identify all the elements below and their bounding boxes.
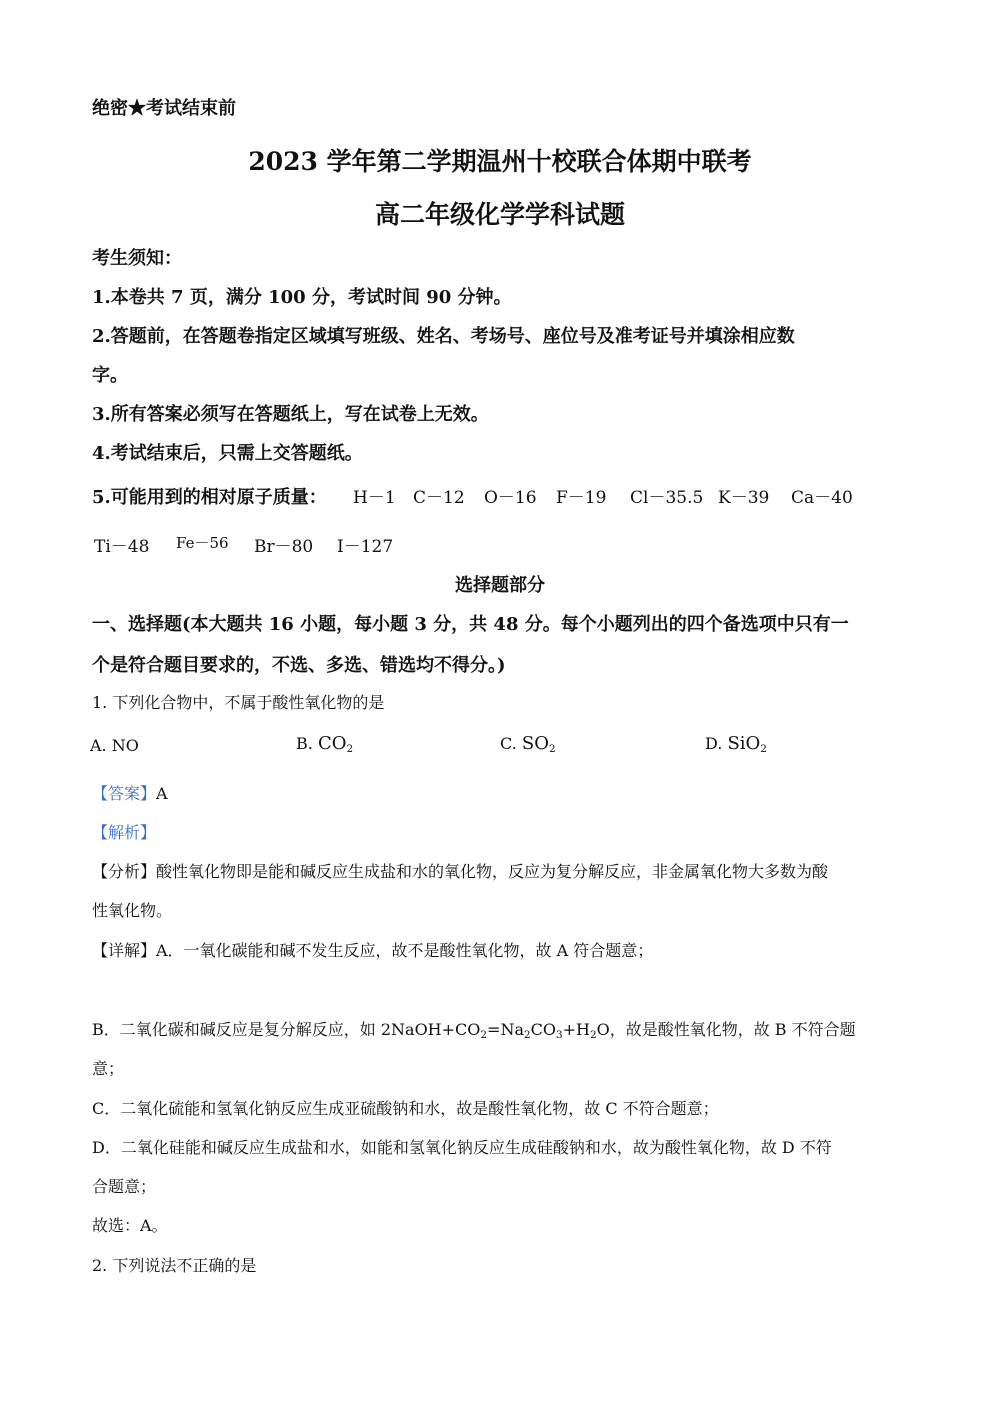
detail-b-cont: 意；: [92, 1059, 125, 1078]
option-d-formula: SiO: [727, 733, 761, 754]
mass-h: H－1: [353, 488, 396, 508]
detail-b-text: =Na: [487, 1020, 524, 1039]
detail-b-text: +H: [562, 1020, 590, 1039]
detail-b-sub: 2: [589, 1029, 597, 1042]
option-c-label: C.: [500, 734, 517, 753]
option-b-label: B.: [296, 734, 313, 753]
notice-item-3: 3.所有答案必须写在答题纸上，写在试卷上无效。: [92, 404, 489, 425]
notice-item-5-label: 5.可能用到的相对原子质量：: [92, 487, 327, 508]
mass-o: O－16: [484, 488, 537, 508]
detail-b-sub: 2: [480, 1029, 488, 1042]
confidential-label: 绝密★考试结束前: [92, 98, 236, 119]
detail-b-text: O，故是酸性氧化物，故 B 不符合题: [596, 1020, 856, 1039]
question-2-stem: 2. 下列说法不正确的是: [92, 1256, 257, 1275]
option-c-subscript: 2: [548, 743, 556, 756]
analysis-tag: 【解析】: [92, 823, 157, 842]
answer-tag: 【答案】: [92, 784, 157, 803]
part1-instructions: 一、选择题(本大题共 16 小题，每小题 3 分，共 48 分。每个小题列出的四个备选项中只有一: [92, 614, 849, 635]
detail-a: 【详解】A．一氧化碳能和碱不发生反应，故不是酸性氧化物，故 A 符合题意；: [92, 941, 654, 960]
option-d: [705, 733, 767, 755]
notice-item-4: 4.考试结束后，只需上交答题纸。: [92, 443, 363, 464]
option-a: A. NO: [90, 736, 139, 755]
detail-c: C．二氧化硫能和氢氧化钠反应生成亚硫酸钠和水，故是酸性氧化物，故 C 不符合题意；: [92, 1099, 719, 1118]
detail-b-text: B．二氧化碳和碱反应是复分解反应，如 2NaOH+CO: [92, 1020, 481, 1039]
mass-cl: Cl－35.5: [630, 488, 704, 508]
detail-b: [92, 1017, 856, 1041]
option-c-formula: SO: [521, 733, 549, 754]
answer-value: A: [156, 784, 168, 803]
detail-d: D．二氧化硅能和碱反应生成盐和水，如能和氢氧化钠反应生成硅酸钠和水，故为酸性氧化物，故 D 不符: [92, 1138, 832, 1157]
option-d-subscript: 2: [760, 743, 767, 756]
option-c: [500, 733, 556, 755]
fenxi-text: 【分析】酸性氧化物即是能和碱反应生成盐和水的氧化物，反应为复分解反应，非金属氧化物大多数为酸: [92, 862, 829, 881]
mass-i: I－127: [337, 537, 394, 557]
option-d-label: D.: [705, 734, 723, 753]
detail-b-text: CO: [530, 1020, 556, 1039]
exam-subtitle: 高二年级化学学科试题: [374, 200, 625, 229]
conclusion: 故选：A。: [92, 1216, 168, 1235]
notice-item-2-cont: 字。: [92, 365, 128, 386]
answer-line: [92, 781, 168, 804]
part1-instructions-cont: 个是符合题目要求的，不选、多选、错选均不得分。): [92, 655, 506, 676]
option-b-formula: CO: [317, 733, 347, 754]
detail-b-sub: 2: [523, 1029, 531, 1042]
mass-br: Br－80: [254, 537, 314, 557]
option-b-subscript: 2: [346, 743, 354, 756]
mass-k: K－39: [718, 488, 770, 508]
notice-item-1: 1.本卷共 7 页，满分 100 分，考试时间 90 分钟。: [92, 287, 512, 308]
mass-ti: Ti－48: [94, 537, 150, 557]
mass-fe: Fe－56: [176, 534, 229, 552]
exam-title: 2023 学年第二学期温州十校联合体期中联考: [248, 147, 752, 176]
mass-ca: Ca－40: [791, 488, 853, 508]
detail-d-cont: 合题意；: [92, 1177, 157, 1196]
option-b: [296, 733, 353, 755]
notice-item-2: 2.答题前，在答题卷指定区域填写班级、姓名、考场号、座位号及准考证号并填涂相应数: [92, 326, 795, 347]
mass-c: C－12: [413, 488, 465, 508]
question-1-stem: 1. 下列化合物中，不属于酸性氧化物的是: [92, 693, 385, 712]
section-heading: 选择题部分: [455, 575, 545, 596]
mass-f: F－19: [556, 488, 607, 508]
detail-b-sub: 3: [555, 1029, 563, 1042]
fenxi-text-cont: 性氧化物。: [92, 901, 173, 920]
notice-heading: 考生须知：: [92, 248, 182, 269]
